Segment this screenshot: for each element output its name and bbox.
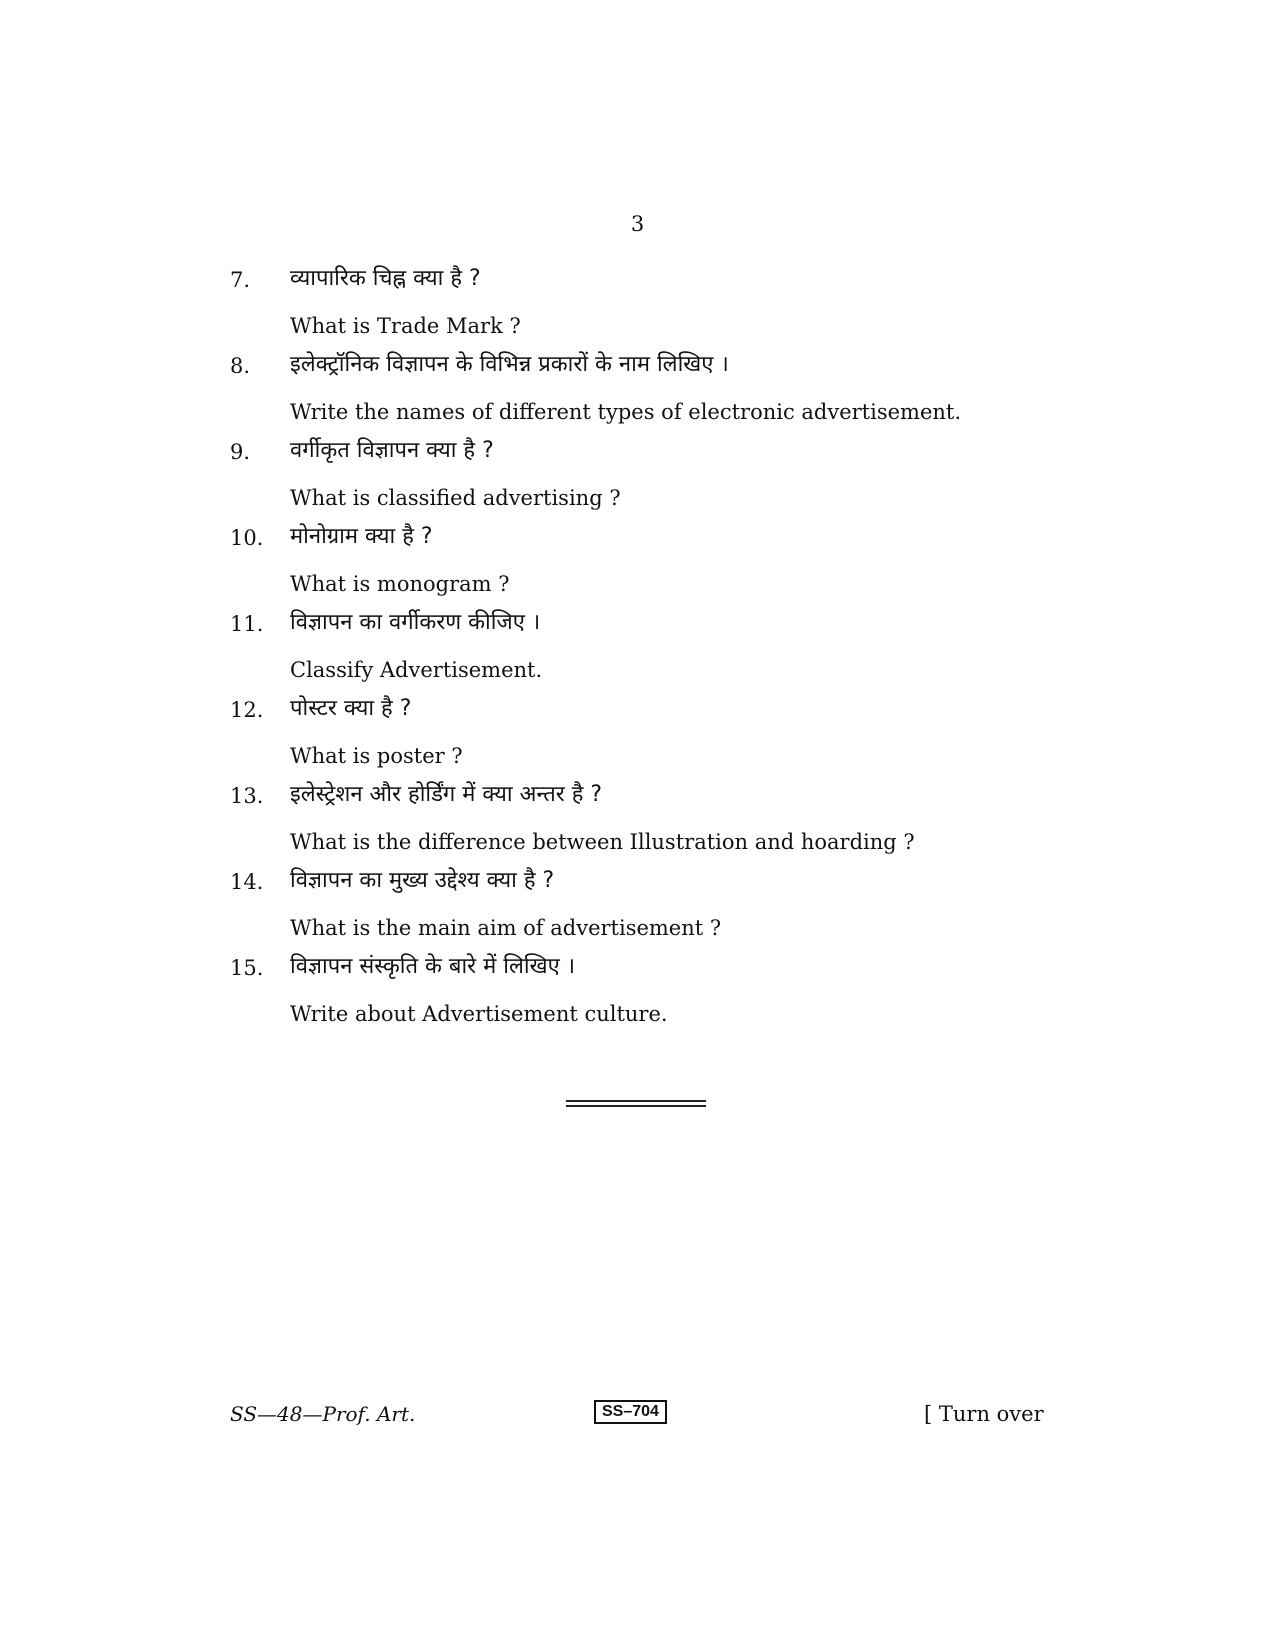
question-hindi: पोस्टर क्या है ? (290, 696, 412, 721)
footer-paper-info: SS—48—Prof. Art. (230, 1402, 416, 1426)
question-number: 8. (230, 354, 251, 378)
question-english: Write about Advertisement culture. (290, 1002, 668, 1026)
question-english: What is classified advertising ? (290, 486, 621, 510)
question-hindi: मोनोग्राम क्या है ? (290, 524, 433, 549)
footer-turn-over: [ Turn over (924, 1402, 1044, 1426)
question-hindi: व्यापारिक चिह्न क्या है ? (290, 266, 481, 291)
question-number: 11. (230, 612, 264, 636)
question-english: What is the main aim of advertisement ? (290, 916, 722, 940)
question-hindi: विज्ञापन संस्कृति के बारे में लिखिए । (290, 954, 576, 979)
question-hindi: वर्गीकृत विज्ञापन क्या है ? (290, 438, 494, 463)
question-item (230, 520, 1050, 606)
question-english: What is Trade Mark ? (290, 314, 521, 338)
question-number: 12. (230, 698, 264, 722)
question-number: 9. (230, 440, 251, 464)
question-hindi: विज्ञापन का वर्गीकरण कीजिए । (290, 610, 541, 635)
page-number: 3 (630, 212, 645, 236)
question-english: What is the difference between Illustration and hoarding ? (290, 830, 915, 854)
question-number: 15. (230, 956, 264, 980)
question-list (230, 262, 1050, 1036)
question-english: What is monogram ? (290, 572, 510, 596)
footer-paper-code: SS–704 (594, 1400, 667, 1424)
end-of-paper-rule (566, 1100, 706, 1107)
question-item (230, 606, 1050, 692)
question-item (230, 950, 1050, 1036)
question-item (230, 348, 1050, 434)
question-english: Write the names of different types of electronic advertisement. (290, 400, 962, 424)
question-number: 13. (230, 784, 264, 808)
question-english: What is poster ? (290, 744, 463, 768)
question-hindi: इलेक्ट्रॉनिक विज्ञापन के विभिन्न प्रकारों के नाम लिखिए । (290, 352, 729, 377)
question-english: Classify Advertisement. (290, 658, 543, 682)
question-item (230, 864, 1050, 950)
question-item (230, 262, 1050, 348)
question-hindi: इलेस्ट्रेशन और होर्डिंग में क्या अन्तर है ? (290, 782, 603, 807)
question-item (230, 434, 1050, 520)
question-item (230, 778, 1050, 864)
question-item (230, 692, 1050, 778)
question-number: 10. (230, 526, 264, 550)
question-hindi: विज्ञापन का मुख्य उद्देश्य क्या है ? (290, 868, 555, 893)
question-number: 7. (230, 268, 251, 292)
question-number: 14. (230, 870, 264, 894)
